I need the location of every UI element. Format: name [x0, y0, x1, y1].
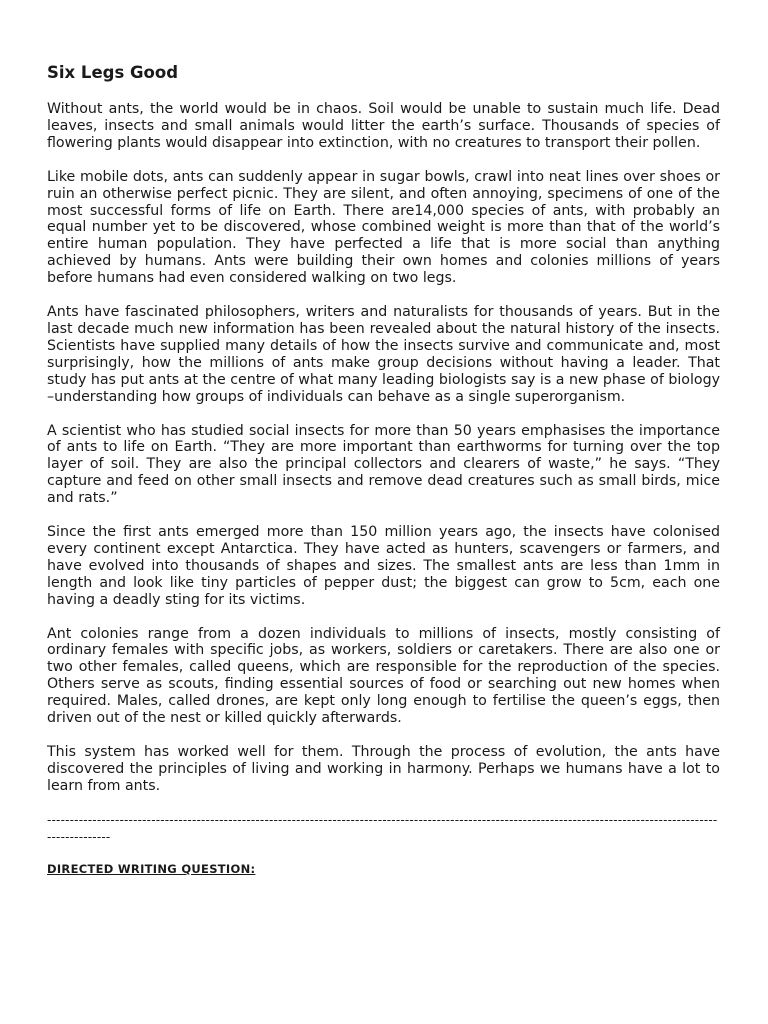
paragraph-3: Ants have fascinated philosophers, writers and naturalists for thousands of years. But in the last decade much new information has been revealed about the natural history of the insects. Scientists have supplied many details of how the insects survive and communicate and, most surprisingly, how the millions of ants make group decisions without having a leader. That study has put ants at the centre of what many leading biologists say is a new phase of biology –understanding how groups of individuals can behave as a single superorganism.	[47, 304, 720, 405]
paragraph-6: Ant colonies range from a dozen individuals to millions of insects, mostly consisting of ordinary females with specific jobs, as workers, soldiers or caretakers. There are also one or two other females, called queens, which are responsible for the reproduction of the species. Others serve as scouts, finding essential sources of food or searching out new homes when required. Males, called drones, are kept only long enough to fertilise the queen’s eggs, then driven out of the nest or killed quickly afterwards.	[47, 625, 720, 727]
document-title: Six Legs Good	[47, 63, 179, 82]
dashed-divider: ------------------------------------------------------------------------------------------------------------------------------------------------------------------	[47, 812, 718, 844]
paragraph-1: Without ants, the world would be in chaos. Soil would be unable to sustain much life. Dead leaves, insects and small animals would litter the earth’s surface. Thousands of species of flowering plants would disappear into extinction, with no creatures to transport their pollen.	[47, 101, 720, 151]
paragraph-7: This system has worked well for them. Through the process of evolution, the ants have discovered the principles of living and working in harmony. Perhaps we humans have a lot to learn from ants.	[47, 744, 720, 794]
paragraph-5: Since the first ants emerged more than 150 million years ago, the insects have colonised every continent except Antarctica. They have acted as hunters, scavengers or farmers, and have evolved into thousands of shapes and sizes. The smallest ants are less than 1mm in length and look like tiny particles of pepper dust; the biggest can grow to 5cm, each one having a deadly sting for its victims.	[47, 524, 720, 608]
question-heading: DIRECTED WRITING QUESTION:	[47, 861, 256, 876]
paragraph-2: Like mobile dots, ants can suddenly appear in sugar bowls, crawl into neat lines over shoes or ruin an otherwise perfect picnic. They are silent, and often annoying, specimens of one of the most successful forms of life on Earth. There are14,000 species of ants, with probably an equal number yet to be discovered, whose combined weight is more than that of the world’s entire human population. They have perfected a life that is more social than anything achieved by humans. Ants were building their own homes and colonies millions of years before humans had even considered walking on two legs.	[47, 168, 720, 287]
document-page	[47, 62, 720, 876]
paragraph-4: A scientist who has studied social insects for more than 50 years emphasises the importance of ants to life on Earth. “They are more important than earthworms for turning over the top layer of soil. They are also the principal collectors and clearers of waste,” he says. “They capture and feed on other small insects and remove dead creatures such as small birds, mice and rats.”	[47, 422, 720, 507]
